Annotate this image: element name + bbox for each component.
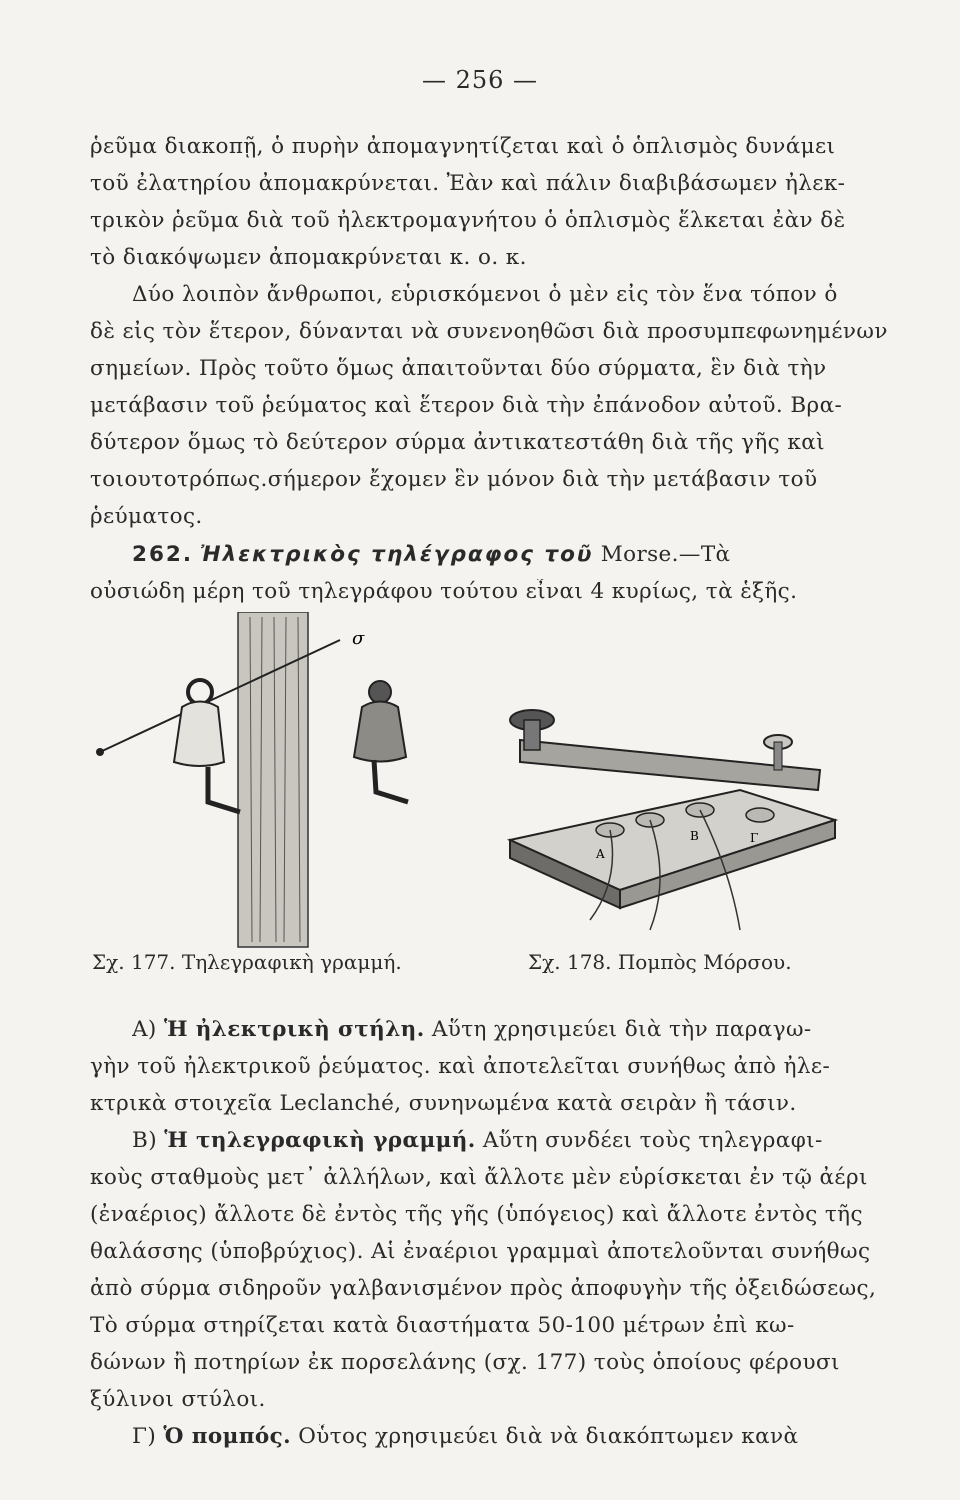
insulator-left [174,680,240,812]
text-line: σημείων. Πρὸς τοῦτο ὅμως ἀπαιτοῦνται δύο σύρματα, ἓν διὰ τὴν [90,356,827,381]
page-number: — 256 — [421,66,539,94]
section-title-rest: Morse.—Τὰ [600,542,731,567]
text-line: Δύο λοιπὸν ἄνθρωποι, εὑρισκόμενοι ὁ μὲν εἰς τὸν ἕνα τόπον ὁ [132,282,838,307]
para-a-heading [132,1017,932,1042]
text-line: δώνων ἢ ποτηρίων ἐκ πορσελάνης (σχ. 177) τοὺς ὁποίους φέρουσι [90,1350,840,1375]
label-sigma: σ [352,628,365,649]
insulator-right [354,681,408,802]
para-a-title: Ἡ ἠλεκτρικὴ στήλη. [163,1017,425,1042]
figure-morse-key [500,680,850,940]
para-b-title: Ἡ τηλεγραφικὴ γραμμή. [164,1128,476,1153]
terminal-label-b: Β [690,829,699,843]
text-line: τοῦ ἐλατηρίου ἀπομακρύνεται. Ἐὰν καὶ πάλιν διαβιβάσωμεν ἠλεκ- [90,171,846,196]
text-line: γὴν τοῦ ἠλεκτρικοῦ ῥεύματος. καὶ ἀποτελεῖται συνήθως ἀπὸ ἠλε- [90,1054,831,1079]
text-line: δύτερον ὅμως τὸ δεύτερον σύρμα ἀντικατεστάθη διὰ τῆς γῆς καὶ [90,430,825,455]
para-c-rest: Οὗτος χρησιμεύει διὰ νὰ διακόπτωμεν κανὰ [298,1424,799,1449]
para-b-heading [132,1128,932,1153]
para-c-label: Γ) [132,1424,157,1449]
text-line: (ἐναέριος) ἄλλοτε δὲ ἐντὸς τῆς γῆς (ὑπόγειος) καὶ ἄλλοτε ἐντὸς τῆς [90,1202,863,1227]
text-line: οὐσιώδη μέρη τοῦ τηλεγράφου τούτου εἶναι 4 κυρίως, τὰ ἑξῆς. [90,579,798,604]
text-line: κτρικὰ στοιχεῖα Leclanché, συνηνωμένα κατὰ σειρὰν ἢ τάσιν. [90,1091,797,1116]
text-line: Τὸ σύρμα στηρίζεται κατὰ διαστήματα 50-100 μέτρων ἐπὶ κω- [90,1313,795,1338]
text-line: ῥεύματος. [90,504,203,529]
text-line: δὲ εἰς τὸν ἕτερον, δύνανται νὰ συνενοηθῶσι διὰ προσυμπεφωνημένων [90,319,888,344]
text-line: μετάβασιν τοῦ ῥεύματος καὶ ἕτερον διὰ τὴν ἐπάνοδον αὐτοῦ. Βρα- [90,393,843,418]
para-b-rest: Αὕτη συνδέει τοὺς τηλεγραφι- [482,1128,823,1153]
text-line: κοὺς σταθμοὺς μετ᾽ ἀλλήλων, καὶ ἄλλοτε μὲν εὑρίσκεται ἐν τῷ ἀέρι [90,1165,868,1190]
terminal-label-a: Α [596,847,605,861]
text-line: ξύλινοι στύλοι. [90,1387,266,1412]
section-title: Ἠλεκτρικὸς τηλέγραφος τοῦ [200,542,594,567]
para-b-label: Β) [132,1128,157,1153]
text-line: τρικὸν ῥεῦμα διὰ τοῦ ἠλεκτρομαγνήτου ὁ ὁπλισμὸς ἕλκεται ἐὰν δὲ [90,208,846,233]
text-line: θαλάσσης (ὑποβρύχιος). Αἱ ἐναέριοι γραμμαὶ ἀποτελοῦνται συνήθως [90,1239,871,1264]
caption-178: Σχ. 178. Πομπὸς Μόρσου. [528,950,792,974]
text-line: ῥεῦμα διακοπῇ, ὁ πυρὴν ἀπομαγνητίζεται καὶ ὁ ὁπλισμὸς δυνάμει [90,134,836,159]
terminal-label-g: Γ [750,831,759,845]
section-number: 262. [132,542,194,567]
section-heading [132,542,932,567]
pole [238,612,308,947]
text-line: ἀπὸ σύρμα σιδηροῦν γαλβανισμένον πρὸς ἀποφυγὴν τῆς ὀξειδώσεως, [90,1276,877,1301]
para-c-title: Ὁ πομπός. [163,1424,291,1449]
para-a-rest: Αὕτη χρησιμεύει διὰ τὴν παραγω- [431,1017,812,1042]
text-line: τὸ διακόψωμεν ἀπομακρύνεται κ. ο. κ. [90,245,527,270]
caption-177: Σχ. 177. Τηλεγραφικὴ γραμμή. [92,950,402,974]
text-line: τοιουτοτρόπως.σήμερον ἔχομεν ἓν μόνον διὰ τὴν μετάβασιν τοῦ [90,467,818,492]
para-a-label: Α) [132,1017,157,1042]
figure-telegraph-line [90,612,450,952]
para-c-heading [132,1424,932,1449]
